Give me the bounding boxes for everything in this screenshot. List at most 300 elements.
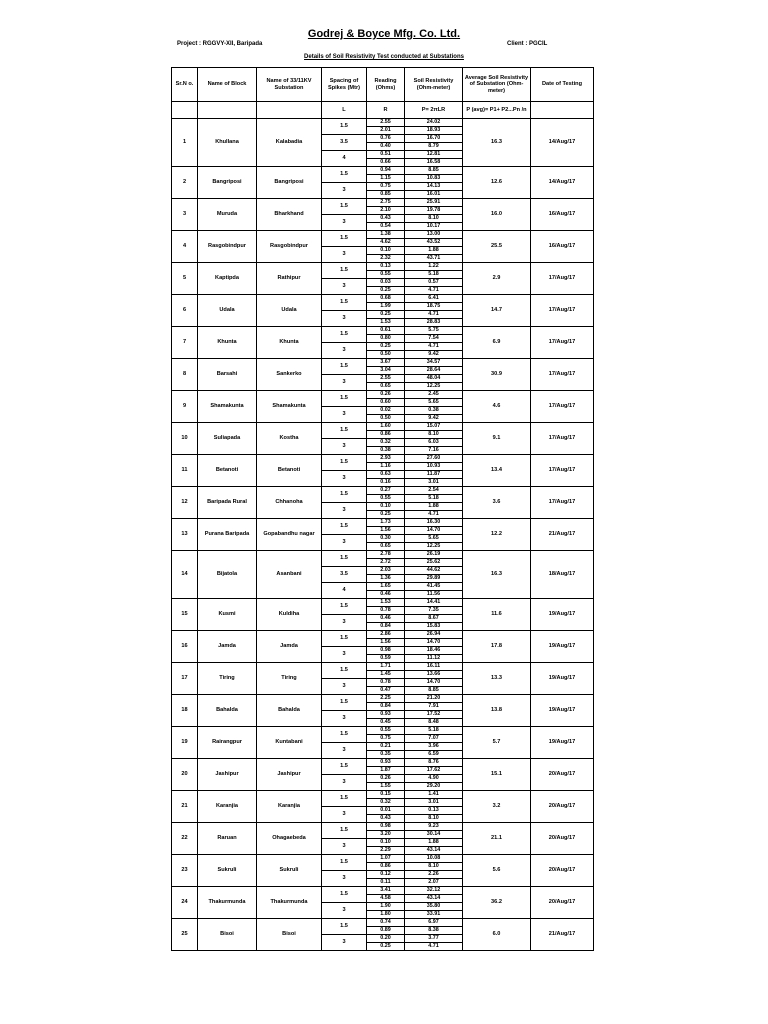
average-resistivity-cell: 9.1: [463, 423, 531, 455]
spacing-cell: 4: [322, 151, 367, 167]
reading-cell: 0.25: [367, 311, 405, 319]
resistivity-cell: 2.45: [405, 391, 463, 399]
spacing-cell: 1.5: [322, 391, 367, 407]
test-date-cell: 16/Aug/17: [531, 231, 594, 263]
resistivity-cell: 34.57: [405, 359, 463, 367]
spacing-cell: 1.5: [322, 551, 367, 567]
sr-no-cell: 11: [172, 455, 198, 487]
resistivity-cell: 7.16: [405, 447, 463, 455]
reading-cell: 0.76: [367, 135, 405, 143]
sr-no-cell: 22: [172, 823, 198, 855]
resistivity-cell: 43.52: [405, 239, 463, 247]
spacing-cell: 1.5: [322, 823, 367, 839]
resistivity-cell: 1.88: [405, 503, 463, 511]
spacing-cell: 3: [322, 679, 367, 695]
reading-cell: 1.80: [367, 911, 405, 919]
spacing-cell: 1.5: [322, 519, 367, 535]
resistivity-cell: 6.59: [405, 751, 463, 759]
reading-cell: 0.84: [367, 703, 405, 711]
spacing-cell: 3: [322, 503, 367, 519]
resistivity-cell: 1.88: [405, 247, 463, 255]
reading-cell: 0.26: [367, 775, 405, 783]
resistivity-cell: 8.38: [405, 927, 463, 935]
spacing-cell: 3.5: [322, 567, 367, 583]
block-name-cell: Betanoti: [198, 455, 257, 487]
reading-cell: 0.10: [367, 503, 405, 511]
average-resistivity-cell: 36.2: [463, 887, 531, 919]
resistivity-cell: 10.08: [405, 855, 463, 863]
resistivity-cell: 6.41: [405, 295, 463, 303]
average-resistivity-cell: 15.1: [463, 759, 531, 791]
substation-name-cell: Betanoti: [257, 455, 322, 487]
block-name-cell: Bahalda: [198, 695, 257, 727]
sr-no-cell: 1: [172, 119, 198, 167]
spacing-cell: 3: [322, 439, 367, 455]
reading-cell: 0.65: [367, 543, 405, 551]
reading-cell: 2.72: [367, 559, 405, 567]
col-header-date: Date of Testing: [531, 68, 594, 102]
sr-no-cell: 8: [172, 359, 198, 391]
table-row: [172, 455, 594, 463]
resistivity-cell: 18.93: [405, 127, 463, 135]
symbol-cell-empty: [198, 102, 257, 119]
reading-cell: 1.55: [367, 783, 405, 791]
table-row: [172, 759, 594, 767]
reading-cell: 2.25: [367, 695, 405, 703]
block-name-cell: Khunta: [198, 327, 257, 359]
table-row: [172, 519, 594, 527]
sr-no-cell: 12: [172, 487, 198, 519]
table-row: [172, 423, 594, 431]
reading-cell: 0.55: [367, 495, 405, 503]
average-resistivity-cell: 12.2: [463, 519, 531, 551]
average-resistivity-cell: 3.2: [463, 791, 531, 823]
resistivity-cell: 3.96: [405, 743, 463, 751]
client-label: Client : PGCIL: [507, 41, 548, 47]
block-name-cell: Bangriposi: [198, 167, 257, 199]
test-date-cell: 19/Aug/17: [531, 727, 594, 759]
reading-cell: 0.38: [367, 447, 405, 455]
resistivity-cell: 25.91: [405, 199, 463, 207]
resistivity-cell: 33.91: [405, 911, 463, 919]
reading-cell: 0.55: [367, 271, 405, 279]
spacing-cell: 1.5: [322, 855, 367, 871]
reading-cell: 0.61: [367, 327, 405, 335]
sr-no-cell: 21: [172, 791, 198, 823]
resistivity-cell: 6.03: [405, 439, 463, 447]
average-resistivity-cell: 16.0: [463, 199, 531, 231]
substation-name-cell: Thakurmunda: [257, 887, 322, 919]
table-row: [172, 391, 594, 399]
spacing-cell: 1.5: [322, 199, 367, 215]
spacing-cell: 3: [322, 535, 367, 551]
spacing-cell: 1.5: [322, 167, 367, 183]
resistivity-cell: 15.07: [405, 423, 463, 431]
spacing-cell: 3: [322, 647, 367, 663]
spacing-cell: 1.5: [322, 599, 367, 615]
spacing-cell: 1.5: [322, 695, 367, 711]
resistivity-cell: 28.64: [405, 367, 463, 375]
resistivity-cell: 14.70: [405, 527, 463, 535]
resistivity-cell: 8.85: [405, 687, 463, 695]
spacing-cell: 3: [322, 743, 367, 759]
resistivity-cell: 9.42: [405, 351, 463, 359]
resistivity-cell: 8.67: [405, 615, 463, 623]
reading-cell: 0.40: [367, 143, 405, 151]
test-date-cell: 17/Aug/17: [531, 423, 594, 455]
substation-name-cell: Bangriposi: [257, 167, 322, 199]
table-row: [172, 887, 594, 895]
resistivity-cell: 32.12: [405, 887, 463, 895]
resistivity-cell: 10.83: [405, 175, 463, 183]
reading-cell: 1.73: [367, 519, 405, 527]
table-row: [172, 119, 594, 127]
reading-cell: 0.94: [367, 167, 405, 175]
spacing-cell: 1.5: [322, 663, 367, 679]
reading-cell: 2.01: [367, 127, 405, 135]
test-date-cell: 19/Aug/17: [531, 663, 594, 695]
average-resistivity-cell: 4.6: [463, 391, 531, 423]
block-name-cell: Khullana: [198, 119, 257, 167]
reading-cell: 3.67: [367, 359, 405, 367]
resistivity-cell: 2.54: [405, 487, 463, 495]
reading-cell: 2.10: [367, 207, 405, 215]
block-name-cell: Kaptipda: [198, 263, 257, 295]
reading-cell: 0.15: [367, 791, 405, 799]
resistivity-cell: 10.93: [405, 463, 463, 471]
reading-cell: 1.90: [367, 903, 405, 911]
test-date-cell: 14/Aug/17: [531, 119, 594, 167]
test-date-cell: 20/Aug/17: [531, 823, 594, 855]
resistivity-cell: 8.10: [405, 815, 463, 823]
spacing-cell: 1.5: [322, 263, 367, 279]
resistivity-cell: 16.30: [405, 519, 463, 527]
block-name-cell: Purana Baripada: [198, 519, 257, 551]
resistivity-cell: 2.26: [405, 871, 463, 879]
resistivity-cell: 5.18: [405, 727, 463, 735]
table-row: [172, 855, 594, 863]
resistivity-cell: 21.20: [405, 695, 463, 703]
test-date-cell: 17/Aug/17: [531, 263, 594, 295]
average-resistivity-cell: 16.3: [463, 119, 531, 167]
sr-no-cell: 13: [172, 519, 198, 551]
sr-no-cell: 16: [172, 631, 198, 663]
reading-cell: 0.84: [367, 623, 405, 631]
spacing-cell: 3: [322, 615, 367, 631]
reading-cell: 0.03: [367, 279, 405, 287]
substation-name-cell: Shamakunta: [257, 391, 322, 423]
reading-cell: 0.21: [367, 743, 405, 751]
spacing-cell: 1.5: [322, 327, 367, 343]
reading-cell: 1.53: [367, 599, 405, 607]
test-date-cell: 19/Aug/17: [531, 695, 594, 727]
reading-cell: 0.75: [367, 183, 405, 191]
reading-cell: 0.80: [367, 335, 405, 343]
resistivity-cell: 14.70: [405, 679, 463, 687]
reading-cell: 1.87: [367, 767, 405, 775]
spacing-cell: 3: [322, 775, 367, 791]
resistivity-cell: 12.25: [405, 383, 463, 391]
block-name-cell: Udala: [198, 295, 257, 327]
spacing-cell: 3: [322, 375, 367, 391]
test-date-cell: 19/Aug/17: [531, 631, 594, 663]
reading-cell: 2.55: [367, 119, 405, 127]
reading-cell: 0.46: [367, 615, 405, 623]
sr-no-cell: 14: [172, 551, 198, 599]
spacing-cell: 1.5: [322, 487, 367, 503]
reading-cell: 0.43: [367, 215, 405, 223]
symbol-cell-empty: [172, 102, 198, 119]
resistivity-cell: 4.90: [405, 775, 463, 783]
symbol-resistivity: P= 2πLR: [405, 102, 463, 119]
block-name-cell: Sukruli: [198, 855, 257, 887]
resistivity-cell: 4.71: [405, 343, 463, 351]
reading-cell: 0.35: [367, 751, 405, 759]
sr-no-cell: 23: [172, 855, 198, 887]
reading-cell: 4.58: [367, 895, 405, 903]
spacing-cell: 3: [322, 871, 367, 887]
company-title: Godrej & Boyce Mfg. Co. Ltd.: [307, 28, 461, 40]
block-name-cell: Baripada Rural: [198, 487, 257, 519]
resistivity-cell: 29.20: [405, 783, 463, 791]
substation-name-cell: Tiring: [257, 663, 322, 695]
resistivity-cell: 12.25: [405, 543, 463, 551]
spacing-cell: 1.5: [322, 631, 367, 647]
test-date-cell: 19/Aug/17: [531, 599, 594, 631]
reading-cell: 4.62: [367, 239, 405, 247]
resistivity-cell: 26.94: [405, 631, 463, 639]
reading-cell: 2.32: [367, 255, 405, 263]
test-date-cell: 20/Aug/17: [531, 759, 594, 791]
table-row: [172, 823, 594, 831]
resistivity-cell: 4.71: [405, 943, 463, 951]
spacing-cell: 3: [322, 279, 367, 295]
resistivity-cell: 2.07: [405, 879, 463, 887]
substation-name-cell: Chhanoha: [257, 487, 322, 519]
table-row: [172, 263, 594, 271]
spacing-cell: 3: [322, 903, 367, 919]
reading-cell: 0.02: [367, 407, 405, 415]
reading-cell: 0.25: [367, 943, 405, 951]
substation-name-cell: Kalabadia: [257, 119, 322, 167]
resistivity-cell: 15.83: [405, 623, 463, 631]
substation-name-cell: Gopabandhu nagar: [257, 519, 322, 551]
reading-cell: 0.93: [367, 759, 405, 767]
average-resistivity-cell: 14.7: [463, 295, 531, 327]
reading-cell: 0.78: [367, 679, 405, 687]
resistivity-cell: 1.22: [405, 263, 463, 271]
resistivity-cell: 0.13: [405, 807, 463, 815]
resistivity-cell: 8.10: [405, 863, 463, 871]
block-name-cell: Thakurmunda: [198, 887, 257, 919]
resistivity-cell: 27.60: [405, 455, 463, 463]
sr-no-cell: 7: [172, 327, 198, 359]
test-date-cell: 17/Aug/17: [531, 359, 594, 391]
substation-name-cell: Jashipur: [257, 759, 322, 791]
block-name-cell: Muruda: [198, 199, 257, 231]
document-subtitle: Details of Soil Resistivity Test conducted at Substations: [304, 54, 464, 60]
test-date-cell: 17/Aug/17: [531, 327, 594, 359]
table-row: [172, 199, 594, 207]
resistivity-cell: 4.71: [405, 287, 463, 295]
average-resistivity-cell: 6.0: [463, 919, 531, 951]
reading-cell: 1.99: [367, 303, 405, 311]
resistivity-cell: 1.41: [405, 791, 463, 799]
reading-cell: 0.47: [367, 687, 405, 695]
reading-cell: 2.55: [367, 375, 405, 383]
reading-cell: 0.89: [367, 927, 405, 935]
block-name-cell: Karanjia: [198, 791, 257, 823]
block-name-cell: Jamda: [198, 631, 257, 663]
resistivity-cell: 5.65: [405, 535, 463, 543]
reading-cell: 0.93: [367, 711, 405, 719]
table-row: [172, 919, 594, 927]
spacing-cell: 1.5: [322, 919, 367, 935]
reading-cell: 3.20: [367, 831, 405, 839]
symbol-spacing: L: [322, 102, 367, 119]
reading-cell: 0.43: [367, 815, 405, 823]
reading-cell: 0.78: [367, 607, 405, 615]
resistivity-cell: 4.71: [405, 511, 463, 519]
average-resistivity-cell: 6.9: [463, 327, 531, 359]
col-header-block: Name of Block: [198, 68, 257, 102]
average-resistivity-cell: 25.5: [463, 231, 531, 263]
average-resistivity-cell: 13.4: [463, 455, 531, 487]
substation-name-cell: Kostha: [257, 423, 322, 455]
sr-no-cell: 4: [172, 231, 198, 263]
resistivity-cell: 13.66: [405, 671, 463, 679]
resistivity-cell: 28.83: [405, 319, 463, 327]
sr-no-cell: 10: [172, 423, 198, 455]
reading-cell: 1.45: [367, 671, 405, 679]
sr-no-cell: 17: [172, 663, 198, 695]
substation-name-cell: Khunta: [257, 327, 322, 359]
test-date-cell: 17/Aug/17: [531, 455, 594, 487]
average-resistivity-cell: 13.8: [463, 695, 531, 727]
average-resistivity-cell: 12.6: [463, 167, 531, 199]
reading-cell: 0.16: [367, 479, 405, 487]
symbol-cell-empty: [531, 102, 594, 119]
reading-cell: 0.75: [367, 735, 405, 743]
reading-cell: 0.11: [367, 879, 405, 887]
substation-name-cell: Karanjia: [257, 791, 322, 823]
spacing-cell: 1.5: [322, 119, 367, 135]
average-resistivity-cell: 21.1: [463, 823, 531, 855]
col-header-spacing: Spacing of Spikes (Mtr): [322, 68, 367, 102]
reading-cell: 0.25: [367, 287, 405, 295]
reading-cell: 0.46: [367, 591, 405, 599]
block-name-cell: Jashipur: [198, 759, 257, 791]
test-date-cell: 17/Aug/17: [531, 295, 594, 327]
table-row: [172, 599, 594, 607]
spacing-cell: 3: [322, 311, 367, 327]
spacing-cell: 3: [322, 807, 367, 823]
reading-cell: 0.26: [367, 391, 405, 399]
col-header-resistivity: Soil Resistivity (Ohm-meter): [405, 68, 463, 102]
reading-cell: 1.56: [367, 527, 405, 535]
resistivity-cell: 30.14: [405, 831, 463, 839]
table-row: [172, 663, 594, 671]
resistivity-cell: 5.18: [405, 495, 463, 503]
reading-cell: 0.27: [367, 487, 405, 495]
reading-cell: 0.45: [367, 719, 405, 727]
sr-no-cell: 18: [172, 695, 198, 727]
reading-cell: 0.63: [367, 471, 405, 479]
reading-cell: 0.66: [367, 159, 405, 167]
sr-no-cell: 19: [172, 727, 198, 759]
table-row: [172, 167, 594, 175]
test-date-cell: 17/Aug/17: [531, 391, 594, 423]
sr-no-cell: 5: [172, 263, 198, 295]
block-name-cell: Bijatola: [198, 551, 257, 599]
reading-cell: 0.60: [367, 399, 405, 407]
resistivity-cell: 8.76: [405, 759, 463, 767]
resistivity-cell: 5.75: [405, 327, 463, 335]
reading-cell: 0.50: [367, 415, 405, 423]
block-name-cell: Rasgobindpur: [198, 231, 257, 263]
resistivity-cell: 17.62: [405, 767, 463, 775]
reading-cell: 0.98: [367, 823, 405, 831]
spacing-cell: 3: [322, 247, 367, 263]
symbol-cell-empty: [257, 102, 322, 119]
spacing-cell: 3.5: [322, 135, 367, 151]
substation-name-cell: Udala: [257, 295, 322, 327]
reading-cell: 2.93: [367, 455, 405, 463]
sr-no-cell: 20: [172, 759, 198, 791]
reading-cell: 0.86: [367, 431, 405, 439]
project-label: Project : RGGVY-XII, Baripada: [177, 41, 263, 47]
table-row: [172, 551, 594, 559]
reading-cell: 0.25: [367, 343, 405, 351]
test-date-cell: 20/Aug/17: [531, 855, 594, 887]
block-name-cell: Rairangpur: [198, 727, 257, 759]
resistivity-cell: 10.17: [405, 223, 463, 231]
table-row: [172, 295, 594, 303]
substation-name-cell: Asanbani: [257, 551, 322, 599]
resistivity-cell: 5.65: [405, 399, 463, 407]
resistivity-cell: 7.54: [405, 335, 463, 343]
reading-cell: 0.98: [367, 647, 405, 655]
col-header-average: Average Soil Resistivity of Substation (Ohm-meter): [463, 68, 531, 102]
block-name-cell: Suliapada: [198, 423, 257, 455]
reading-cell: 1.65: [367, 583, 405, 591]
resistivity-cell: 7.91: [405, 703, 463, 711]
spacing-cell: 1.5: [322, 423, 367, 439]
substation-name-cell: Ohagaebeda: [257, 823, 322, 855]
resistivity-cell: 1.88: [405, 839, 463, 847]
reading-cell: 1.60: [367, 423, 405, 431]
reading-cell: 1.15: [367, 175, 405, 183]
block-name-cell: Barsahi: [198, 359, 257, 391]
table-row: [172, 359, 594, 367]
resistivity-cell: 35.80: [405, 903, 463, 911]
reading-cell: 0.68: [367, 295, 405, 303]
reading-cell: 0.54: [367, 223, 405, 231]
spacing-cell: 1.5: [322, 295, 367, 311]
resistivity-cell: 4.71: [405, 311, 463, 319]
substation-name-cell: Bharkhand: [257, 199, 322, 231]
sr-no-cell: 2: [172, 167, 198, 199]
resistivity-cell: 0.38: [405, 407, 463, 415]
reading-cell: 0.32: [367, 799, 405, 807]
block-name-cell: Raruan: [198, 823, 257, 855]
resistivity-cell: 16.70: [405, 135, 463, 143]
resistivity-cell: 18.46: [405, 647, 463, 655]
resistivity-cell: 8.10: [405, 215, 463, 223]
test-date-cell: 20/Aug/17: [531, 791, 594, 823]
substation-name-cell: Kuldiha: [257, 599, 322, 631]
sr-no-cell: 9: [172, 391, 198, 423]
